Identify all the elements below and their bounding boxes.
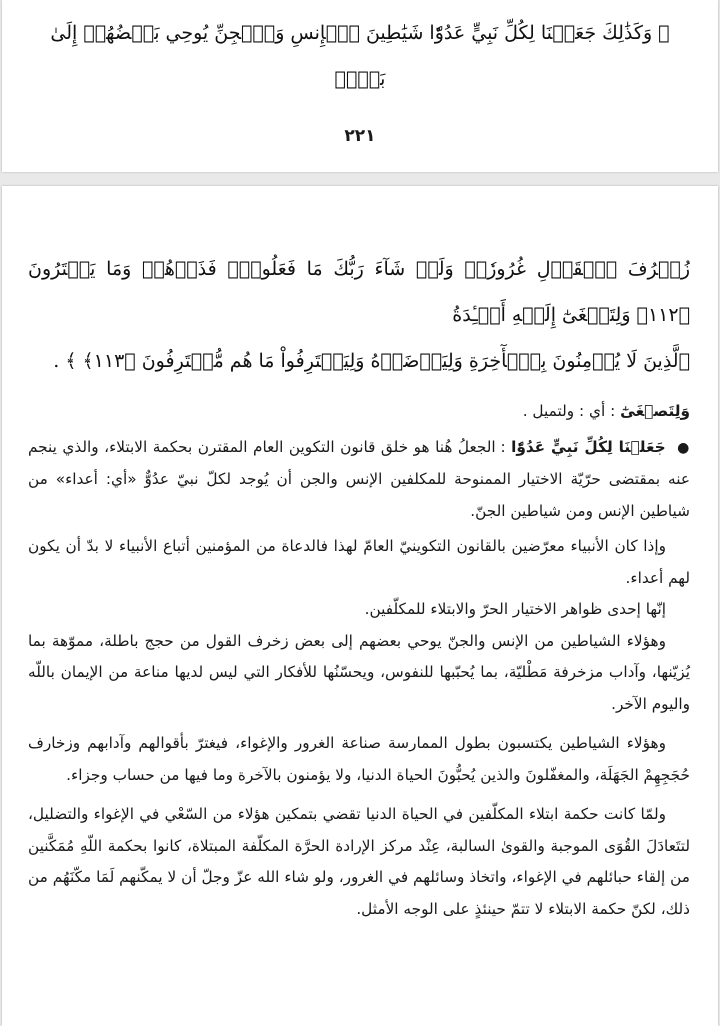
quran-verse-line-1: زُخۡرُفَ ٱلۡقَوۡلِ غُرُورٗاۚ وَلَوۡ شَآءَ رَبُّكَ مَا فَعَلُوهُۖ فَذَرۡهُمۡ وَمَا يَفۡتَرُونَ ﴿١١٢﴾ وَلِتَصۡغَىٰٓ إِلَيۡهِ أَفۡـِٔدَةُ — [28, 258, 690, 326]
paragraph-3: وهؤلاء الشياطين من الإنس والجنّ يوحي بعضهم إلى بعض زخرف القول من حجج باطلة، مموّهة بما يُزيّنها، وآداب مزخرفة مَطْليّة، بما يُحبّبها للنفوس، ويحسّنُها للأفكار التي ليس لديها مناعة من الإيمان باللّه واليوم الآخر. — [28, 631, 690, 713]
paragraph-4: وهؤلاء الشياطين يكتسبون بطول الممارسة صناعة الغرور والإغواء، فيغترّ بأقوالهم وآدابهم وزخارف حُجَجِهِمْ الجَهَلَة، والمغفّلونَ والذين يُحبُّونَ الحياة الدنيا، ولا يؤمنون بالآخرة وما فيها من حساب وجزاء. — [28, 734, 690, 784]
page-number: ٢٢١ — [344, 126, 376, 146]
paragraph-1: وإذا كان الأنبياء معرّضين بالقانون التكوينيّ العامّ لهذا فالدعاة من المؤمنين أتباع الأنبياء لا بدّ أن يكون لهم أعداء. — [28, 537, 690, 587]
quran-verses — [28, 246, 690, 384]
bullet-icon: ● — [677, 439, 690, 456]
previous-page — [2, 0, 718, 172]
paragraph-2: إنّها إحدى ظواهر الاختيار الحرّ والابتلاء للمكلّفين. — [364, 600, 666, 618]
gloss-term: وَلِتَصۡغَىٰٓ — [620, 402, 690, 420]
quran-verse-tail: ﴿ وَكَذَٰلِكَ جَعَلۡنَا لِكُلِّ نَبِيٍّ عَدُوّٗا شَيَٰطِينَ ٱلۡإِنسِ وَٱلۡجِنِّ يُوحِي بَعۡضُهُمۡ إِلَىٰ بَعۡضٖ — [50, 22, 670, 90]
commentary-heading-paragraph — [28, 432, 690, 528]
word-gloss — [28, 396, 690, 428]
gloss-meaning: : أي : ولتميل . — [522, 402, 616, 420]
paragraph-5: ولمّا كانت حكمة ابتلاء المكلّفين في الحياة الدنيا تقضي بتمكين هؤلاء من السّعْي في الإغواء والتضليل، لتتَعادَلَ القُوَى الموجبة والقوىٰ السالبة، عِنْد مركز الإرادة الحرَّة المكلّفة المبتلاة، كانوا بحكمة اللّهِ مُمَكَّنين من إلقاء حبائلهم في الإغواء، واتخاذ وسائلهم في الغرور، ولو شاء الله عزّ وجلّ أن لا يمكّنهم لَمَا مكّنَهُم من ذلك، لكنّ حكمة الابتلاء لا تتمّ حينئذٍ على الوجه الأمثل. — [28, 805, 690, 918]
heading-phrase: جَعَلۡنَا لِكُلِّ نَبِيٍّ عَدُوّٗا — [511, 437, 666, 456]
current-page — [2, 186, 718, 1026]
quran-verse-line-2: ٱلَّذِينَ لَا يُؤۡمِنُونَ بِٱلۡأٓخِرَةِ وَلِيَرۡضَوۡهُ وَلِيَقۡتَرِفُواْ مَا هُم مُّقۡتَرِفُونَ ﴿١١٣﴾ ﴾ . — [53, 350, 690, 372]
heading-text: : الجعلُ هُنا هو خلق قانون التكوين العام المقترن بحكمة الابتلاء، والذي ينجم عنه بمقتضى حرّيّة الاختيار الممنوحة للمكلفين الإنس والجن أن يُوجد لكلّ نبيّ عدُوٌّ «أي: أعداء» من شياطين الإنس ومن شياطين الجنّ. — [28, 437, 690, 520]
